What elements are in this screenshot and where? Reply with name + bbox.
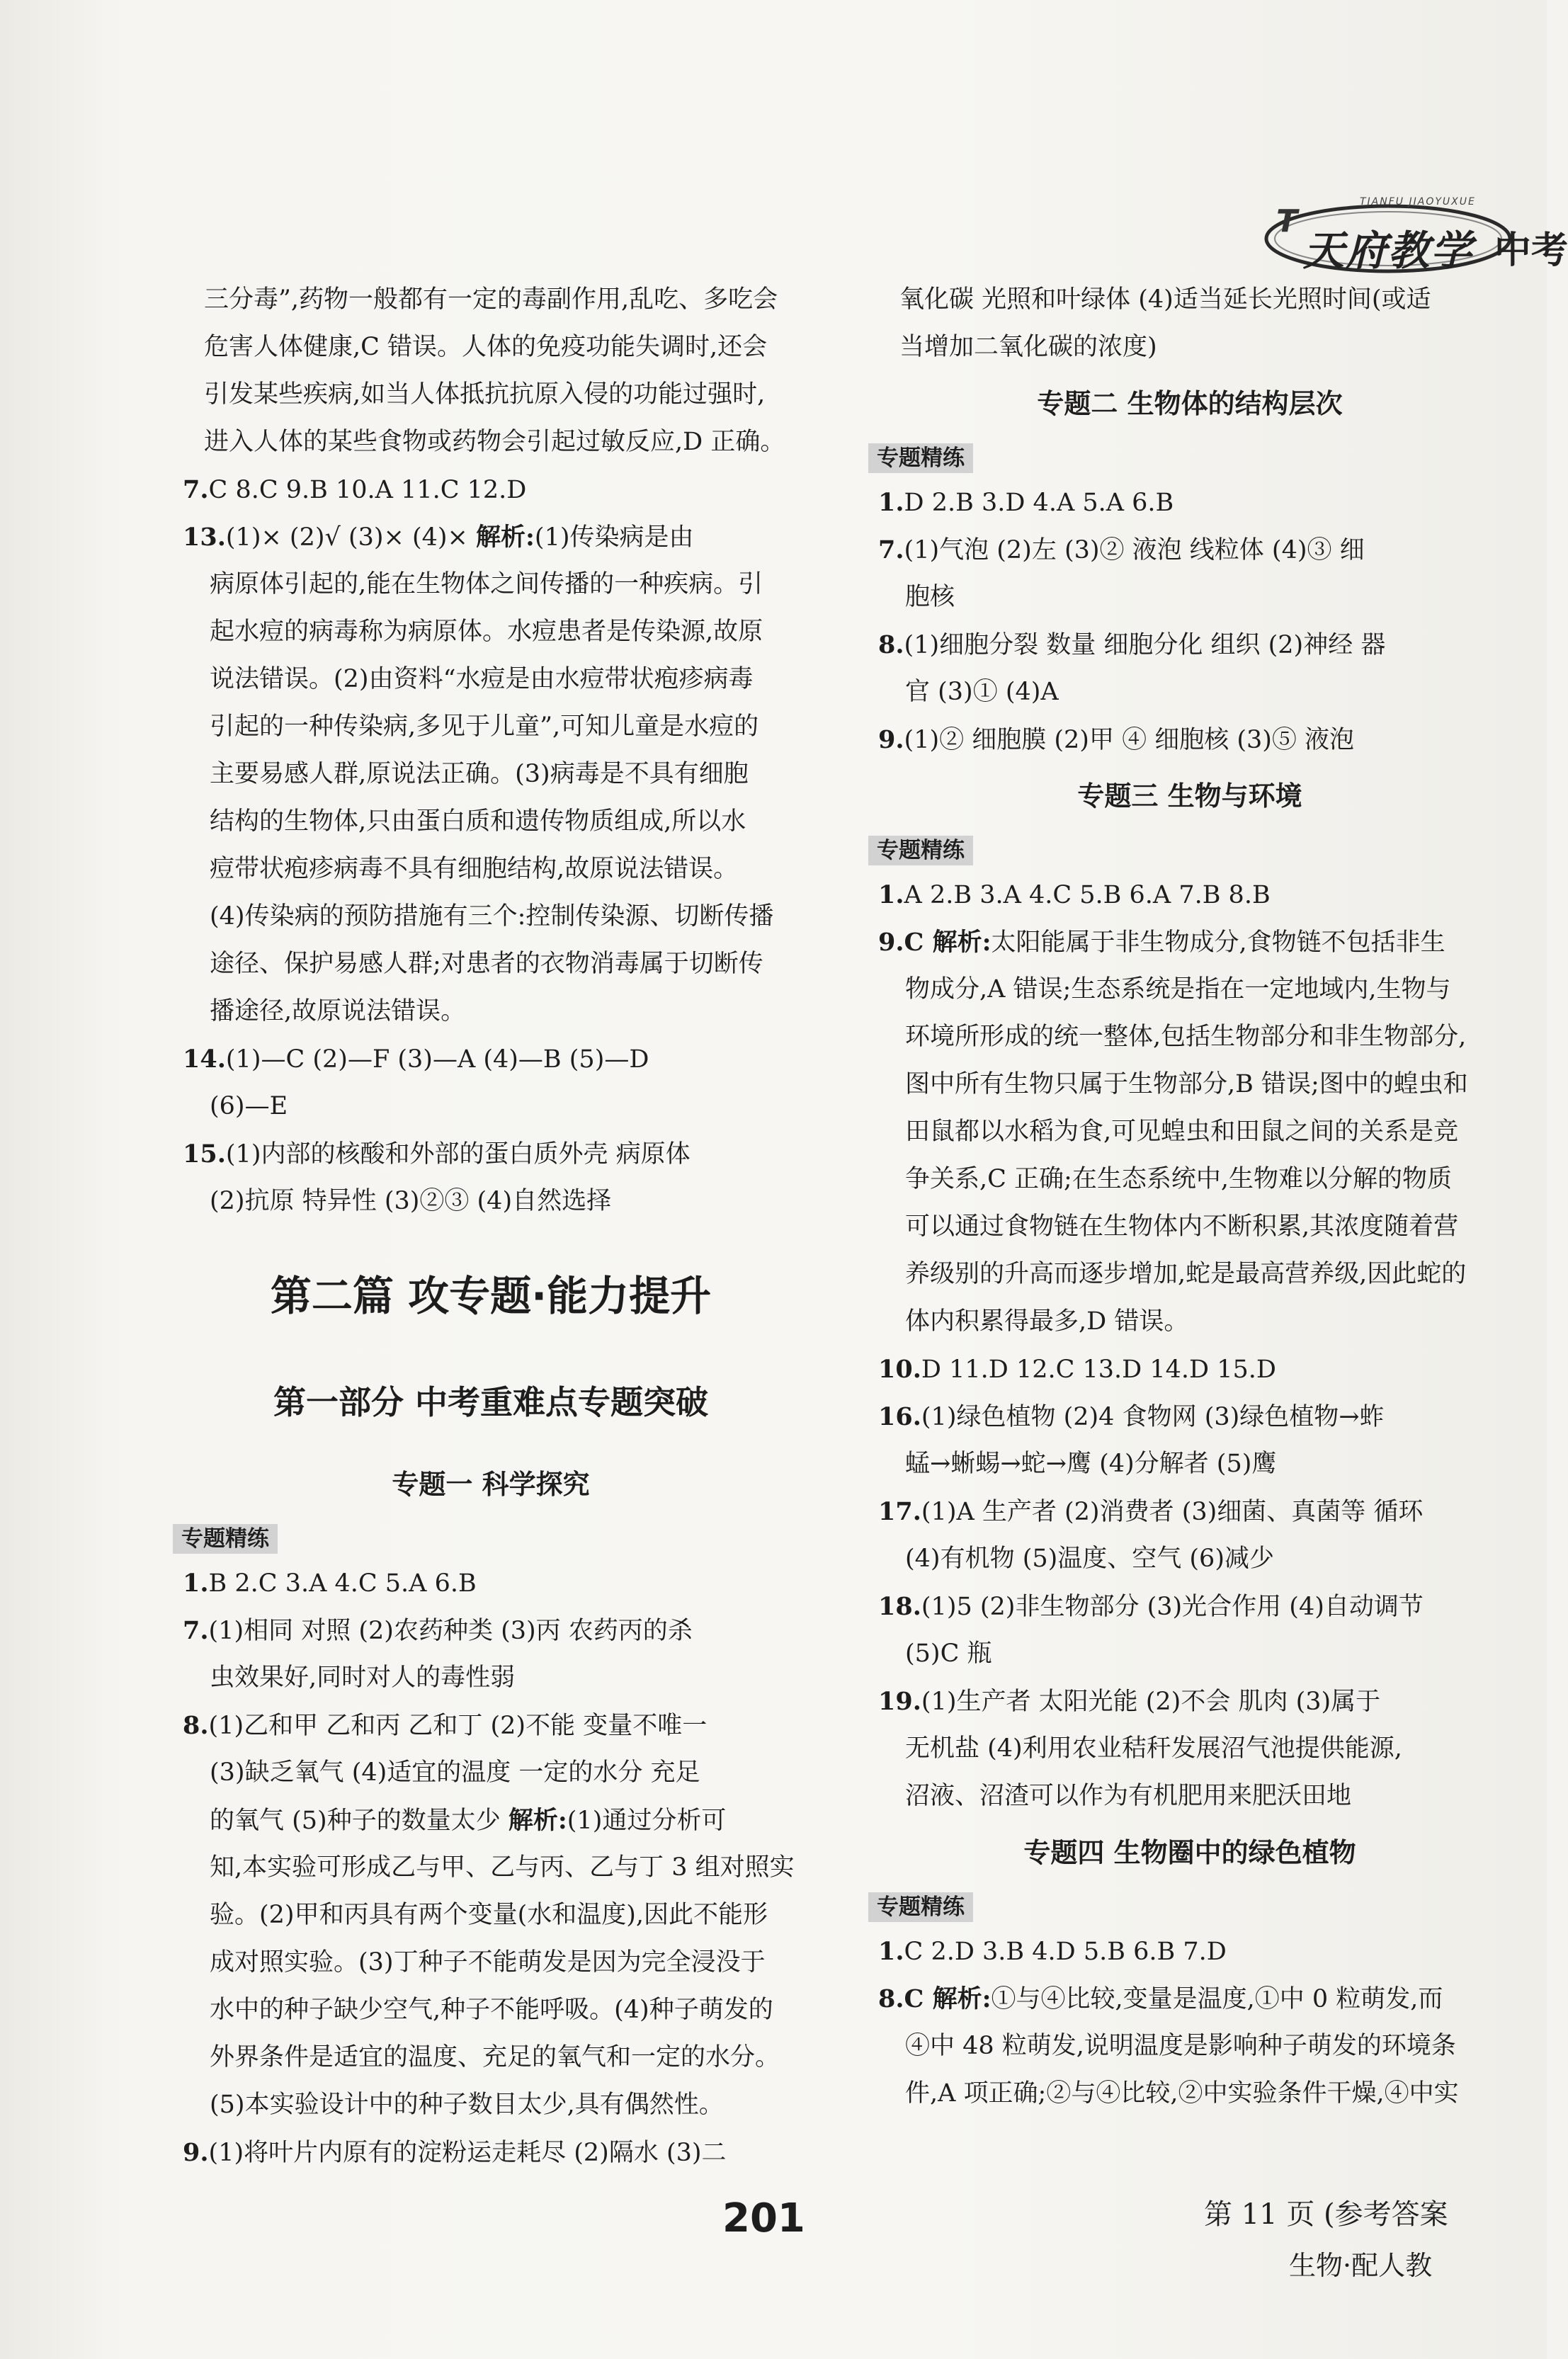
- text-line: (3)缺乏氧气 (4)适宜的温度 一定的水分 充足: [210, 1758, 700, 1787]
- text-line: 争关系,C 正确;在生态系统中,生物难以分解的物质: [905, 1165, 1452, 1193]
- answer-line: 8.(1)乙和甲 乙和丙 乙和丁 (2)不能 变量不唯一: [183, 1711, 708, 1740]
- text-line: 虫效果好,同时对人的毒性弱: [210, 1664, 516, 1692]
- text-line: 田鼠都以水稻为食,可见蝗虫和田鼠之间的关系是竞: [905, 1118, 1459, 1146]
- text-line: 沼液、沼渣可以作为有机肥用来肥沃田地: [905, 1782, 1352, 1810]
- text-line: (2)抗原 特异性 (3)②③ (4)自然选择: [210, 1187, 612, 1215]
- text-line: 三分毒”,药物一般都有一定的毒副作用,乱吃、多吃会: [204, 285, 778, 314]
- exercise-tag-line: [878, 1885, 1501, 1928]
- text-line: 养级别的升高而逐步增加,蛇是最高营养级,因此蛇的: [905, 1260, 1467, 1288]
- text-line: 件,A 项正确;②与④比较,②中实验条件干燥,④中实: [905, 2079, 1459, 2108]
- answer-line: 15.(1)内部的核酸和外部的蛋白质外壳 病原体: [183, 1139, 691, 1169]
- text-line: 进入人体的某些食物或药物会引起过敏反应,D 正确。: [204, 428, 785, 456]
- text-line: (5)C 瓶: [905, 1639, 992, 1668]
- answer-line: 1.A 2.B 3.A 4.C 5.B 6.A 7.B 8.B: [878, 880, 1271, 909]
- text-line: (5)本实验设计中的种子数目太少,具有偶然性。: [210, 2091, 724, 2119]
- text-line: 环境所形成的统一整体,包括生物部分和非生物部分,: [905, 1023, 1467, 1051]
- answer-line: 1.C 2.D 3.B 4.D 5.B 6.B 7.D: [878, 1937, 1227, 1966]
- exercise-tag-line: [878, 436, 1501, 479]
- footer-subject: 生物·配人教: [1289, 2250, 1433, 2281]
- answer-line: 9.(1)将叶片内原有的淀粉运走耗尽 (2)隔水 (3)二: [183, 2138, 727, 2167]
- text-line: 成对照实验。(3)丁种子不能萌发是因为完全浸没于: [210, 1948, 766, 1977]
- text-line: 验。(2)甲和丙具有两个变量(水和温度),因此不能形: [210, 1901, 768, 1929]
- logo-pinyin: TIANFU JIAOYUXUE: [1360, 196, 1476, 208]
- text-line: 说法错误。(2)由资料“水痘是由水痘带状疱疹病毒: [210, 665, 754, 693]
- answer-line: 9.C 解析:太阳能属于非生物成分,食物链不包括非生: [878, 928, 1445, 957]
- text-line: 体内积累得最多,D 错误。: [905, 1307, 1189, 1336]
- text-line: 氧化碳 光照和叶绿体 (4)适当延长光照时间(或适: [899, 285, 1431, 314]
- answer-line: 14.(1)—C (2)—F (3)—A (4)—B (5)—D: [183, 1045, 649, 1074]
- part-title: 第二篇 攻专题·能力提升: [270, 1272, 712, 1320]
- text-line: 物成分,A 错误;生态系统是指在一定地域内,生物与: [905, 975, 1451, 1004]
- exercise-tag: 专题精练: [173, 1524, 278, 1554]
- answer-line: 17.(1)A 生产者 (2)消费者 (3)细菌、真菌等 循环: [878, 1497, 1424, 1526]
- text-line: 可以通过食物链在生物体内不断积累,其浓度随着营: [905, 1212, 1459, 1241]
- text-line: 痘带状疱疹病毒不具有细胞结构,故原说法错误。: [210, 855, 739, 883]
- answer-line: 7.(1)气泡 (2)左 (3)② 液泡 线粒体 (4)③ 细: [878, 535, 1365, 564]
- text-line: 引起的一种传染病,多见于儿童”,可知儿童是水痘的: [210, 712, 759, 741]
- exercise-tag-line: [878, 829, 1501, 871]
- faded-header-text: [21, 41, 347, 84]
- answer-line: 1.D 2.B 3.D 4.A 5.A 6.B: [878, 488, 1174, 517]
- answer-line: 18.(1)5 (2)非生物部分 (3)光合作用 (4)自动调节: [878, 1592, 1424, 1621]
- text-line: 官 (3)① (4)A: [905, 678, 1059, 706]
- answer-line: 19.(1)生产者 太阳光能 (2)不会 肌肉 (3)属于: [878, 1687, 1381, 1716]
- text-line: 的氧气 (5)种子的数量太少 解析:(1)通过分析可: [210, 1806, 727, 1835]
- text-line: 危害人体健康,C 错误。人体的免疫功能失调时,还会: [204, 333, 768, 361]
- left-column: [183, 276, 799, 2176]
- text-line: 水中的种子缺少空气,种子不能呼吸。(4)种子萌发的: [210, 1996, 773, 2024]
- svg-text:T: T: [1276, 203, 1298, 239]
- text-line: 无机盐 (4)利用农业秸秆发展沼气池提供能源,: [905, 1734, 1402, 1763]
- text-line: 结构的生物体,只由蛋白质和遗传物质组成,所以水: [210, 807, 746, 836]
- text-line: 胞核: [905, 583, 955, 611]
- logo-title: 天府教学: [1303, 227, 1474, 275]
- text-line: 蜢→蜥蜴→蛇→鹰 (4)分解者 (5)鹰: [905, 1450, 1277, 1478]
- text-line: 主要易感人群,原说法正确。(3)病毒是不具有细胞: [210, 760, 749, 788]
- text-line: (4)传染病的预防措施有三个:控制传染源、切断传播: [210, 902, 774, 931]
- topic-title: 专题三 生物与环境: [1077, 780, 1302, 812]
- logo-suffix: 中考: [1494, 229, 1568, 272]
- page-number: 201: [722, 2195, 805, 2241]
- topic-title: 专题二 生物体的结构层次: [1037, 388, 1343, 419]
- text-line: ④中 48 粒萌发,说明温度是影响种子萌发的环境条: [905, 2032, 1456, 2060]
- section-title: 第一部分 中考重难点专题突破: [273, 1383, 708, 1421]
- exercise-tag-line: [183, 1517, 799, 1559]
- answer-line: 8.C 解析:①与④比较,变量是温度,①中 0 粒萌发,而: [878, 1984, 1443, 2013]
- topic-title: 专题一 科学探究: [392, 1469, 590, 1500]
- text-line: 引发某些疾病,如当人体抵抗抗原入侵的功能过强时,: [204, 380, 766, 409]
- topic-title: 专题四 生物圈中的绿色植物: [1023, 1837, 1356, 1868]
- text-line: 途径、保护易感人群;对患者的衣物消毒属于切断传: [210, 950, 763, 978]
- answer-line: 10.D 11.D 12.C 13.D 14.D 15.D: [878, 1355, 1276, 1384]
- text-line: (4)有机物 (5)温度、空气 (6)减少: [905, 1545, 1274, 1573]
- answer-line: 9.(1)② 细胞膜 (2)甲 ④ 细胞核 (3)⑤ 液泡: [878, 725, 1355, 754]
- footer-page-label: 第 11 页 (参考答案: [1204, 2198, 1448, 2231]
- answer-line: 13.(1)× (2)√ (3)× (4)× 解析:(1)传染病是由: [183, 523, 694, 552]
- exercise-tag: 专题精练: [868, 1892, 973, 1922]
- text-line: 图中所有生物只属于生物部分,B 错误;图中的蝗虫和: [905, 1070, 1468, 1098]
- text-line: 起水痘的病毒称为病原体。水痘患者是传染源,故原: [210, 618, 763, 646]
- answer-line: 16.(1)绿色植物 (2)4 食物网 (3)绿色植物→蚱: [878, 1402, 1385, 1431]
- exercise-tag: 专题精练: [868, 836, 973, 865]
- text-line: (6)—E: [210, 1092, 288, 1120]
- text-line: 播途径,故原说法错误。: [210, 997, 466, 1025]
- answer-line: 7.C 8.C 9.B 10.A 11.C 12.D: [183, 475, 527, 504]
- text-line: 知,本实验可形成乙与甲、乙与丙、乙与丁 3 组对照实: [210, 1853, 795, 1882]
- answer-line: 1.B 2.C 3.A 4.C 5.A 6.B: [183, 1569, 477, 1598]
- answer-line: 7.(1)相同 对照 (2)农药种类 (3)丙 农药丙的杀: [183, 1616, 693, 1645]
- right-column: [878, 276, 1501, 2118]
- text-line: 当增加二氧化碳的浓度): [899, 333, 1157, 361]
- exercise-tag: 专题精练: [868, 443, 973, 473]
- text-line: 病原体引起的,能在生物体之间传播的一种疾病。引: [210, 570, 763, 598]
- answer-line: 8.(1)细胞分裂 数量 细胞分化 组织 (2)神经 器: [878, 630, 1386, 659]
- text-line: 外界条件是适宜的温度、充足的氧气和一定的水分。: [210, 2043, 780, 2071]
